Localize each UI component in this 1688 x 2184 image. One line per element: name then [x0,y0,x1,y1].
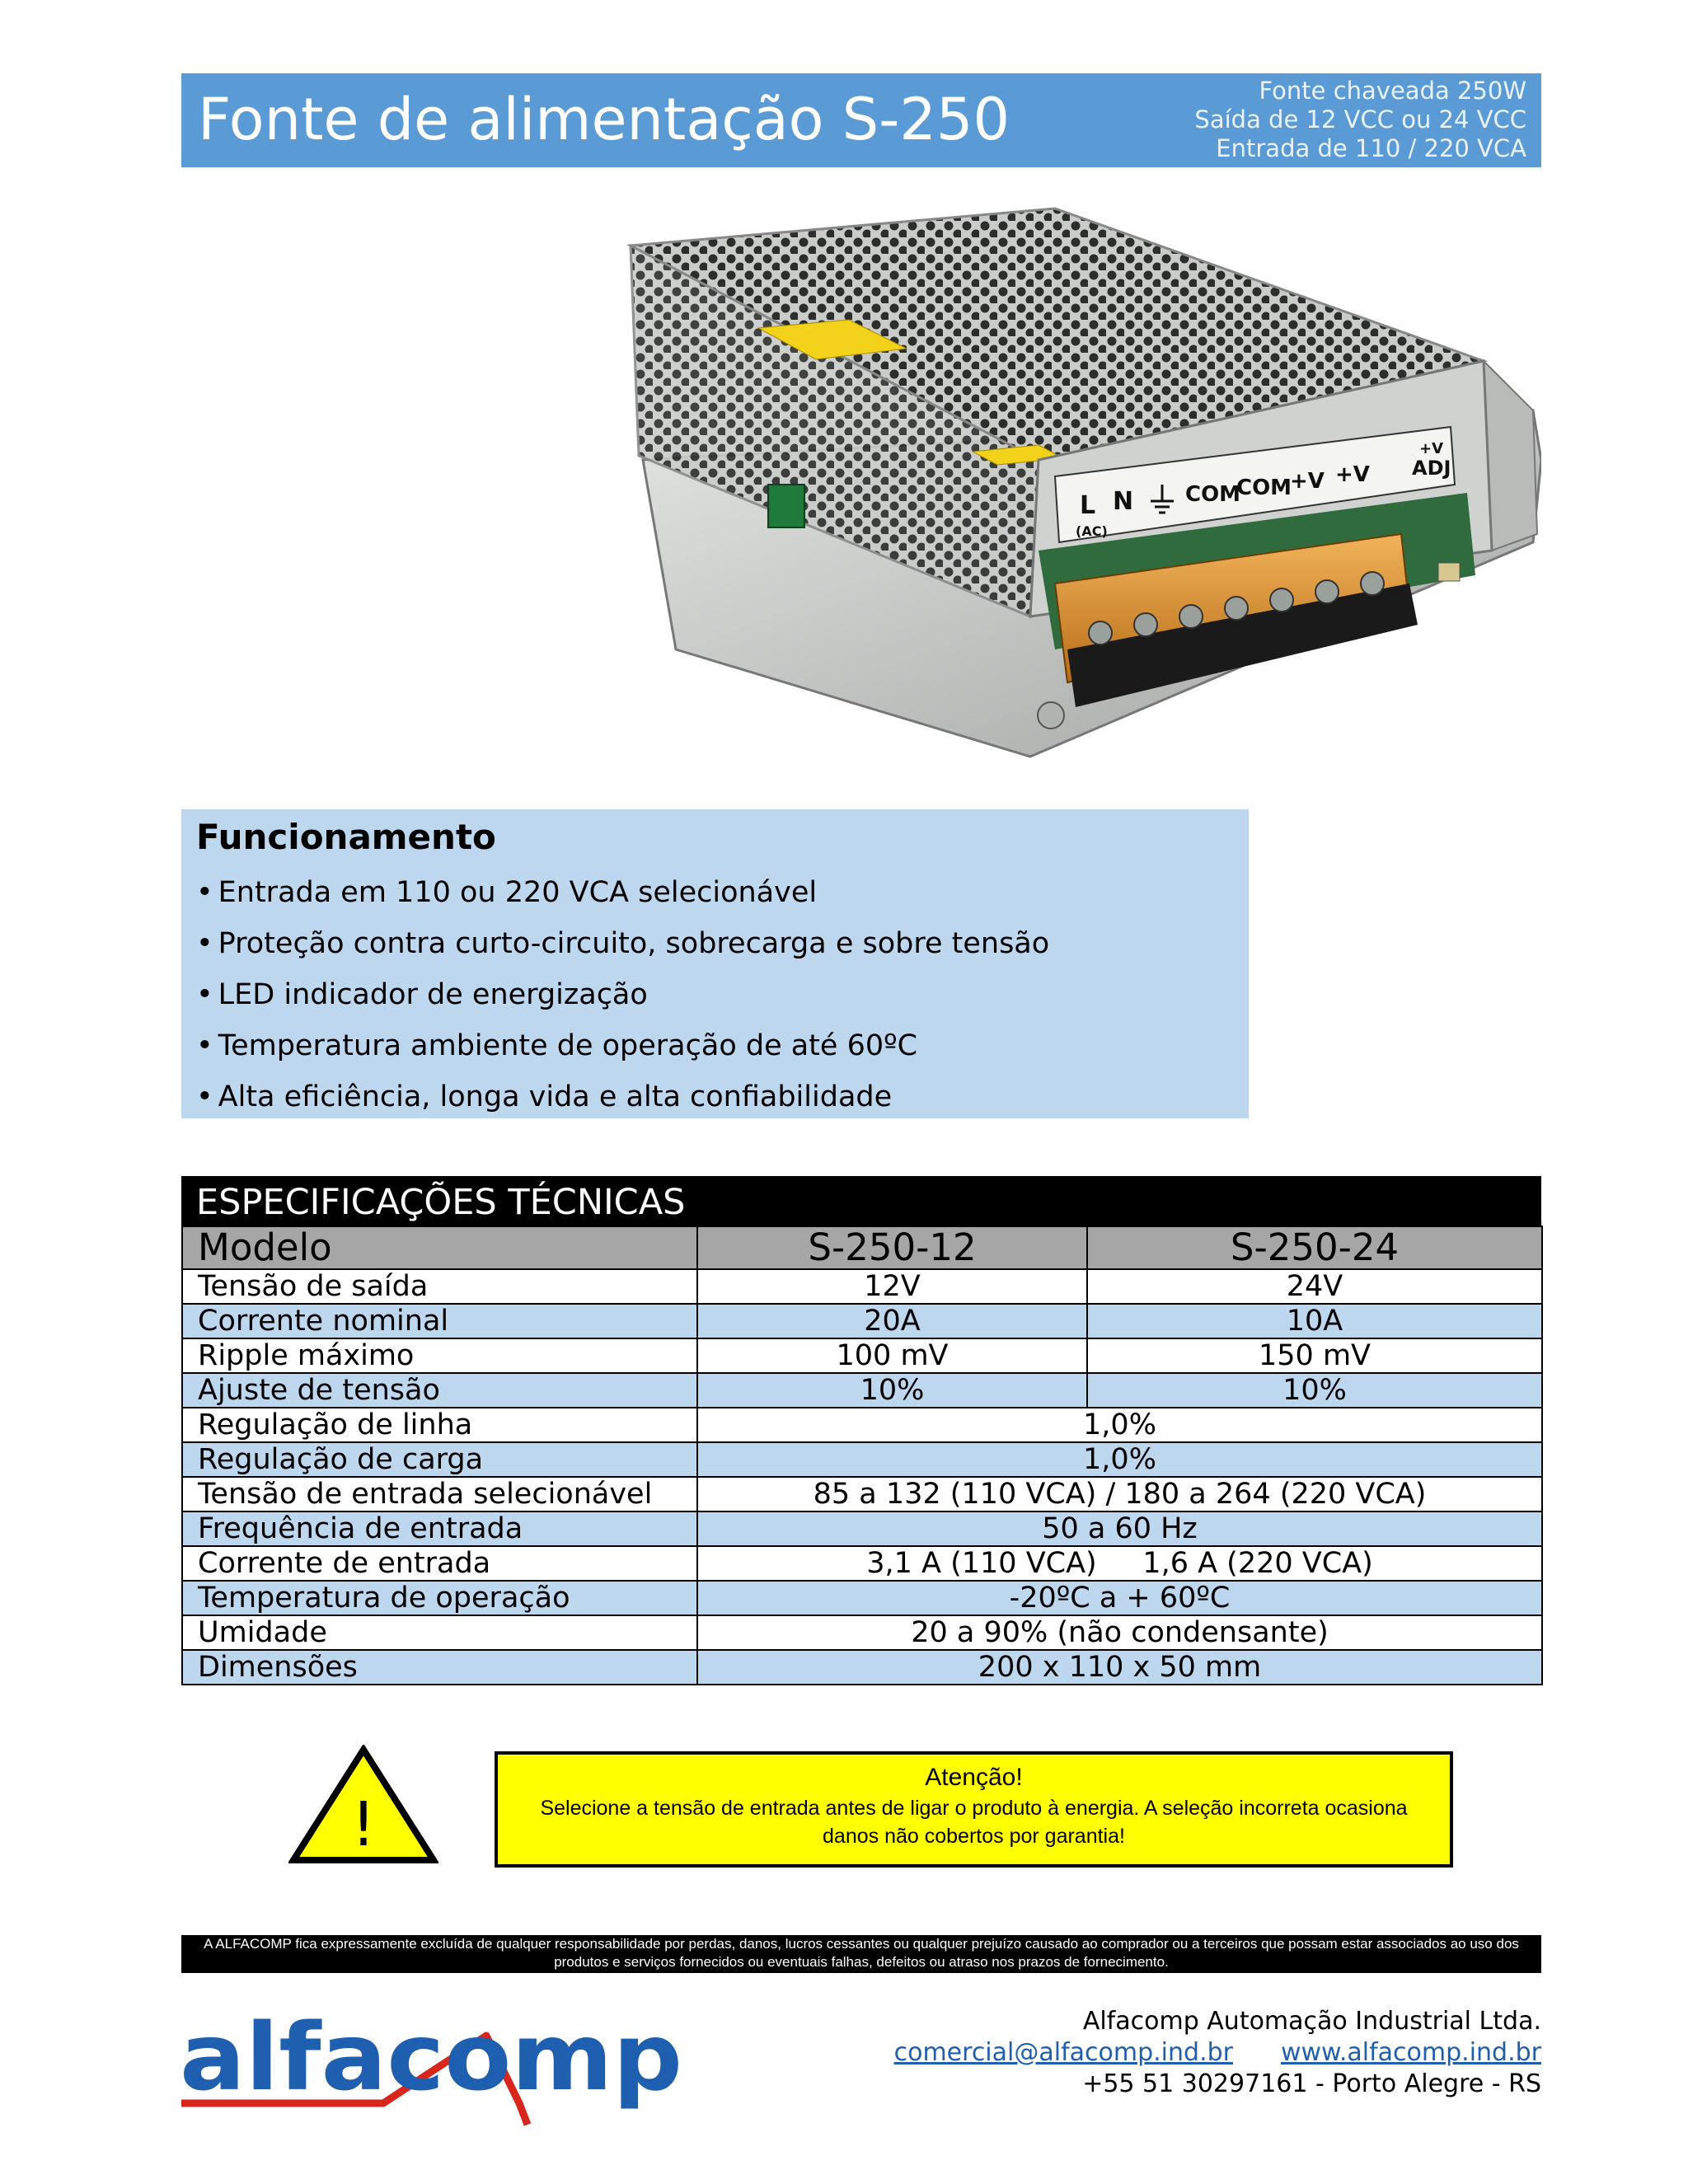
table-row [182,1338,1542,1373]
header-cell-model: Modelo [182,1226,697,1269]
row-value: 3,1 A (110 VCA) 1,6 A (220 VCA) [697,1546,1542,1581]
row-label: Tensão de entrada selecionável [182,1477,697,1511]
contact-block [894,2006,1541,2100]
row-value-24: 150 mV [1087,1338,1542,1373]
row-label: Tensão de saída [182,1269,697,1304]
header-cell-s250-24: S-250-24 [1087,1226,1542,1269]
email-link[interactable]: comercial@alfacomp.ind.br [893,2038,1233,2067]
specs-table [181,1226,1543,1685]
row-label: Temperatura de operação [182,1581,697,1615]
row-label: Ajuste de tensão [182,1373,697,1408]
specs-section [181,1176,1541,1685]
row-value: -20ºC a + 60ºC [697,1581,1542,1615]
row-label: Corrente nominal [182,1304,697,1338]
header-line-input: Entrada de 110 / 220 VCA [1216,134,1526,162]
page-title: Fonte de alimentação S-250 [198,86,1010,153]
header-line-power: Fonte chaveada 250W [1259,77,1526,105]
logo-text: alfacomp [180,2004,682,2111]
terminal-label-n: N [1113,487,1134,516]
table-row [182,1477,1542,1511]
header-summary [1194,77,1526,163]
table-row [182,1511,1542,1546]
row-value: 20 a 90% (não condensante) [697,1615,1542,1650]
table-row [182,1615,1542,1650]
feature-item: • Proteção contra curto-circuito, sobrecarga e sobre tensão [196,918,1049,969]
warning-icon [288,1745,438,1865]
row-value: 200 x 110 x 50 mm [697,1650,1542,1685]
warning-box [495,1751,1453,1868]
terminal-label-adj-v: +V [1419,440,1444,457]
terminal-label-ac: (AC) [1076,523,1108,539]
row-value: 1,0% [697,1442,1542,1477]
row-label: Umidade [182,1615,697,1650]
table-row [182,1269,1542,1304]
warning-title: Atenção! [925,1764,1023,1791]
row-value-24: 24V [1087,1269,1542,1304]
feature-item: • Alta eficiência, longa vida e alta confiabilidade [196,1071,1049,1122]
table-row [182,1442,1542,1477]
header-cell-s250-12: S-250-12 [697,1226,1087,1269]
row-label: Ripple máximo [182,1338,697,1373]
features-box [181,809,1249,1118]
terminal-label-com-1: COM [1185,482,1241,507]
table-row [182,1304,1542,1338]
disclaimer: A ALFACOMP fica expressamente excluída de qualquer responsabilidade por perdas, danos, lucros cessantes ou qualquer prejuízo causado ao comprador ou a terceiros que possam estar associados ao uso dos produtos e serviços fornecidos ou eventuais falhas, defeitos ou atraso nos prazos de fornecimento. [181,1935,1541,1973]
table-header-row [182,1226,1542,1269]
phone-city: +55 51 30297161 - Porto Alegre - RS [1082,2069,1541,2098]
row-value-24: 10% [1087,1373,1542,1408]
table-row [182,1546,1542,1581]
row-value: 50 a 60 Hz [697,1511,1542,1546]
row-value-24: 10A [1087,1304,1542,1338]
contact-links [894,2037,1541,2069]
features-list [196,867,1049,1122]
row-value-12: 12V [697,1269,1087,1304]
table-row [182,1650,1542,1685]
row-label: Corrente de entrada [182,1546,697,1581]
terminal-label-l: L [1080,491,1096,520]
terminal-label-adj: ADJ [1412,457,1451,480]
feature-item: • LED indicador de energização [196,969,1049,1020]
features-title: Funcionamento [196,817,496,857]
row-value-12: 100 mV [697,1338,1087,1373]
terminal-label-v-1: +V [1290,469,1325,494]
feature-item: • Temperatura ambiente de operação de até 60ºC [196,1020,1049,1071]
row-value-12: 20A [697,1304,1087,1338]
row-label: Dimensões [182,1650,697,1685]
table-row [182,1408,1542,1442]
header-line-output: Saída de 12 VCC ou 24 VCC [1194,105,1526,134]
warning-text: Selecione a tensão de entrada antes de ligar o produto à energia. A seleção incorreta ocasiona danos não cobertos por garantia! [540,1797,1408,1848]
website-link[interactable]: www.alfacomp.ind.br [1280,2038,1541,2067]
power-supply-image [181,188,1541,781]
row-value-12: 10% [697,1373,1087,1408]
table-row [182,1373,1542,1408]
row-label: Regulação de carga [182,1442,697,1477]
alfacomp-logo [173,2003,692,2126]
specs-title: ESPECIFICAÇÕES TÉCNICAS [181,1176,1541,1226]
row-label: Regulação de linha [182,1408,697,1442]
table-row [182,1581,1542,1615]
terminal-label-com-2: COM [1236,476,1292,500]
warning-symbol: ! [351,1789,376,1860]
company-name: Alfacomp Automação Industrial Ltda. [1082,2007,1541,2036]
terminal-label-v-2: +V [1335,462,1370,487]
row-value: 85 a 132 (110 VCA) / 180 a 264 (220 VCA) [697,1477,1542,1511]
header-banner [181,73,1541,167]
row-label: Frequência de entrada [182,1511,697,1546]
feature-item: • Entrada em 110 ou 220 VCA selecionável [196,867,1049,918]
row-value: 1,0% [697,1408,1542,1442]
